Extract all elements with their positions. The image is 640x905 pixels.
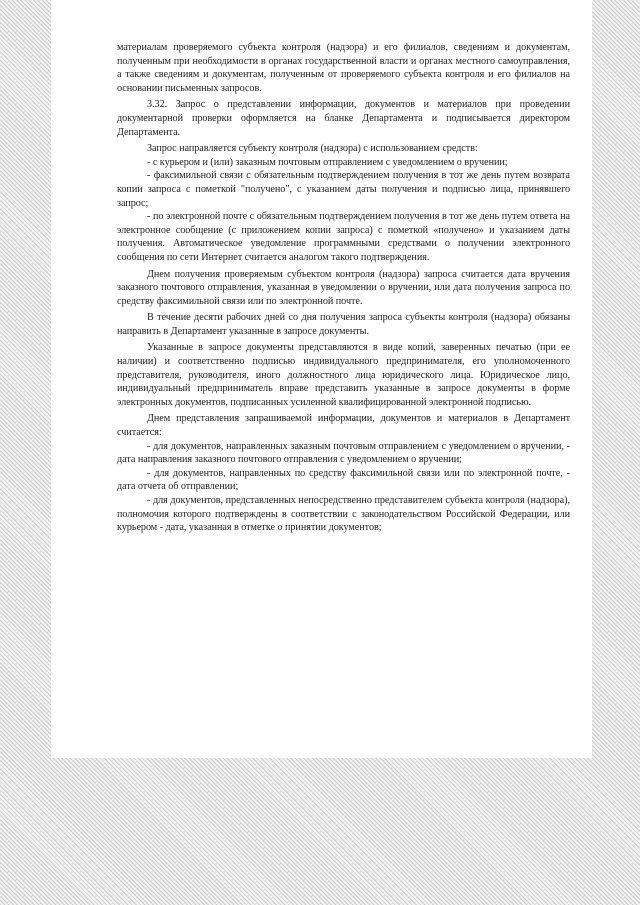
list-item-registered-mail: - для документов, направленных заказным почтовым отправлением с уведомлением о вручении, - дата направления заказного почтового отправления с уведомлением о вручении; [117,440,570,466]
paragraph-ten-days: В течение десяти рабочих дней со дня получения запроса субъекты контроля (надзора) обязаны направить в Департамент указанные в запросе документы. [117,312,570,337]
list-item-fax: - факсимильной связи с обязательным подтверждением получения в тот же день путем возврата копии запроса с пометкой "получено", с указанием даты получения и подписью лица, принявшего запрос; [117,170,570,209]
paragraph-receipt-date: Днем получения проверяемым субъектом контроля (надзора) запроса считается дата вручения заказного почтового отправления, указанная в уведомлении о вручении, или дата получения запроса по средству факсимильной связи или по электронной почте. [117,268,570,307]
list-item-email: - по электронной почте с обязательным подтверждением получения в тот же день путем ответа на электронное сообщение (с приложением копии запроса) с пометкой «получено» и указанием даты получения. Автоматическое уведомление программными средствами о получении электронного сообщения по сети Интернет считается аналогом такого подтверждения. [117,211,570,263]
document-page [51,0,592,758]
paragraph-document-copies: Указанные в запросе документы представляются в виде копий, заверенных печатью (при ее наличии) и соответственно подписью индивидуального предпринимателя, его уполномоченного представителя, руководителя, иного должностного лица юридического лица. Юридическое лицо, индивидуальный предприниматель вправе представить указанные в запросе документы в форме электронных документов, подписанных усиленной квалифицированной электронной подписью. [117,342,570,408]
list-item-courier: - с курьером и (или) заказным почтовым отправлением с уведомлением о вручении; [147,156,508,168]
list-item-in-person: - для документов, представленных непосредственно представителем субъекта контроля (надзора), полномочия которого подтверждены в соответствии с законодательством Российской Федерации, или курьером - дата, указанная в отметке о принятии документов; [117,495,570,534]
paragraph-submission-date: Днем представления запрашиваемой информации, документов и материалов в Департамент считается: [117,413,570,439]
paragraph-request-means: Запрос направляется субъекту контроля (надзора) с использованием средств: [147,143,478,155]
list-item-fax-email: - для документов, направленных по средству факсимильной связи или по электронной почте, - дата отчета об отправлении; [117,467,570,493]
paragraph-clause-3-32: 3.32. Запрос о представлении информации, документов и материалов при проведении документарной проверки оформляется на бланке Департамента и подписывается директором Департамента. [117,99,570,138]
document-body [117,41,570,535]
paragraph-continuation: материалам проверяемого субъекта контроля (надзора) и его филиалов, сведениям и документам, полученным при необходимости в органах государственной власти и органах местного самоуправления, а также сведениям и документам, полученным от проверяемого субъекта контроля и его филиалов на основании письменных запросов. [117,42,570,94]
